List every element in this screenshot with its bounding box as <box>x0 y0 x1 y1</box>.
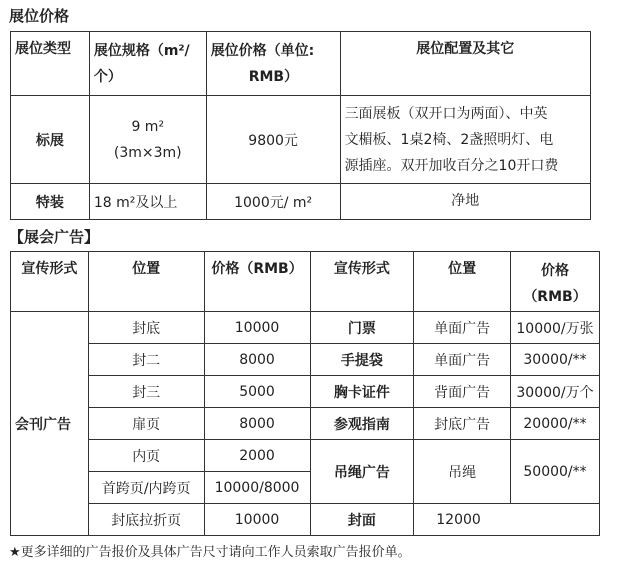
ads-row <box>11 376 600 408</box>
ad-right-position: 单面广告 <box>414 312 511 344</box>
ad-left-price: 10000 <box>204 504 310 536</box>
standard-spec-line1: 9 m² <box>131 118 165 135</box>
ad-right-price: 50000/** <box>511 440 600 504</box>
header-ad-price-2 <box>511 252 600 312</box>
header-booth-price <box>206 32 340 96</box>
standard-spec-line2: (3m×3m) <box>113 144 182 161</box>
ad-left-price: 2000 <box>204 440 310 472</box>
ad-left-position: 封底 <box>88 312 204 344</box>
ad-left-position: 内页 <box>88 440 204 472</box>
booth-header-row <box>11 32 591 96</box>
ad-right-price: 10000/万张 <box>511 312 600 344</box>
standard-config <box>340 96 590 184</box>
ad-left-position: 扉页 <box>88 408 204 440</box>
ads-row <box>11 312 600 344</box>
ad-right-position: 封底广告 <box>414 408 511 440</box>
ad-right-position: 单面广告 <box>414 344 511 376</box>
special-price: 1000元/ m² <box>206 184 340 220</box>
standard-config-line3: 源插座。双开加收百分之10开口费 <box>344 157 559 174</box>
header-booth-price-line1: 展位价格（单位: <box>210 43 315 59</box>
ad-left-price: 8000 <box>204 344 310 376</box>
ad-right-form: 胸卡证件 <box>310 376 414 408</box>
ad-left-price: 8000 <box>204 408 310 440</box>
ads-row <box>11 344 600 376</box>
ad-left-position: 封二 <box>88 344 204 376</box>
ad-right-price: 20000/** <box>511 408 600 440</box>
booth-standard-row <box>11 96 591 184</box>
ads-price-table <box>10 251 600 536</box>
standard-type: 标展 <box>11 96 90 184</box>
ad-left-price: 10000/8000 <box>204 472 310 504</box>
ad-left-price: 10000 <box>204 312 310 344</box>
header-ad-position-2: 位置 <box>414 252 511 312</box>
standard-config-line1: 三面展板（双开口为两面）、中英 <box>344 105 548 122</box>
ad-right-price: 30000/** <box>511 344 600 376</box>
booth-special-row <box>11 184 591 220</box>
ad-right-form: 封面 <box>310 504 414 536</box>
header-ad-form: 宣传形式 <box>11 252 89 312</box>
ads-title: 【展会广告】 <box>9 228 100 246</box>
ads-row <box>11 440 600 472</box>
ad-left-position: 封底拉折页 <box>88 504 204 536</box>
header-ad-price-2-line1: 价格 <box>541 263 569 279</box>
header-ad-price: 价格（RMB） <box>204 252 310 312</box>
ad-right-position: 背面广告 <box>414 376 511 408</box>
ad-left-price: 5000 <box>204 376 310 408</box>
ad-left-position: 首跨页/内跨页 <box>88 472 204 504</box>
ad-right-position: 吊绳 <box>414 440 511 504</box>
header-ad-position: 位置 <box>88 252 204 312</box>
special-type: 特装 <box>11 184 90 220</box>
ad-right-price: 12000 <box>414 504 600 536</box>
ad-right-form: 吊绳广告 <box>310 440 414 504</box>
special-spec: 18 m²及以上 <box>89 184 206 220</box>
footnote: ★更多详细的广告报价及具体广告尺寸请向工作人员索取广告报价单。 <box>9 545 411 560</box>
ad-right-form: 手提袋 <box>310 344 414 376</box>
catalog-ad-label: 会刊广告 <box>11 312 89 536</box>
ads-row <box>11 408 600 440</box>
header-booth-spec-line2: 个） <box>93 69 122 85</box>
special-config: 净地 <box>340 184 590 220</box>
booth-price-title: 展位价格 <box>9 7 70 25</box>
ad-right-form: 门票 <box>310 312 414 344</box>
booth-price-table <box>10 31 591 220</box>
ads-row <box>11 504 600 536</box>
header-booth-price-line2: RMB） <box>248 69 299 85</box>
standard-config-line2: 文楣板、1桌2椅、2盏照明灯、电 <box>344 131 554 148</box>
header-booth-type: 展位类型 <box>11 32 90 96</box>
header-booth-config: 展位配置及其它 <box>340 32 590 96</box>
ad-left-position: 封三 <box>88 376 204 408</box>
ads-header-row <box>11 252 600 312</box>
header-ad-price-2-line2: （RMB） <box>523 289 587 305</box>
ad-right-form: 参观指南 <box>310 408 414 440</box>
header-booth-spec <box>89 32 206 96</box>
ad-right-price: 30000/万个 <box>511 376 600 408</box>
header-booth-spec-line1: 展位规格（m²/ <box>93 43 190 59</box>
standard-price: 9800元 <box>206 96 340 184</box>
standard-spec <box>89 96 206 184</box>
header-ad-form-2: 宣传形式 <box>310 252 414 312</box>
